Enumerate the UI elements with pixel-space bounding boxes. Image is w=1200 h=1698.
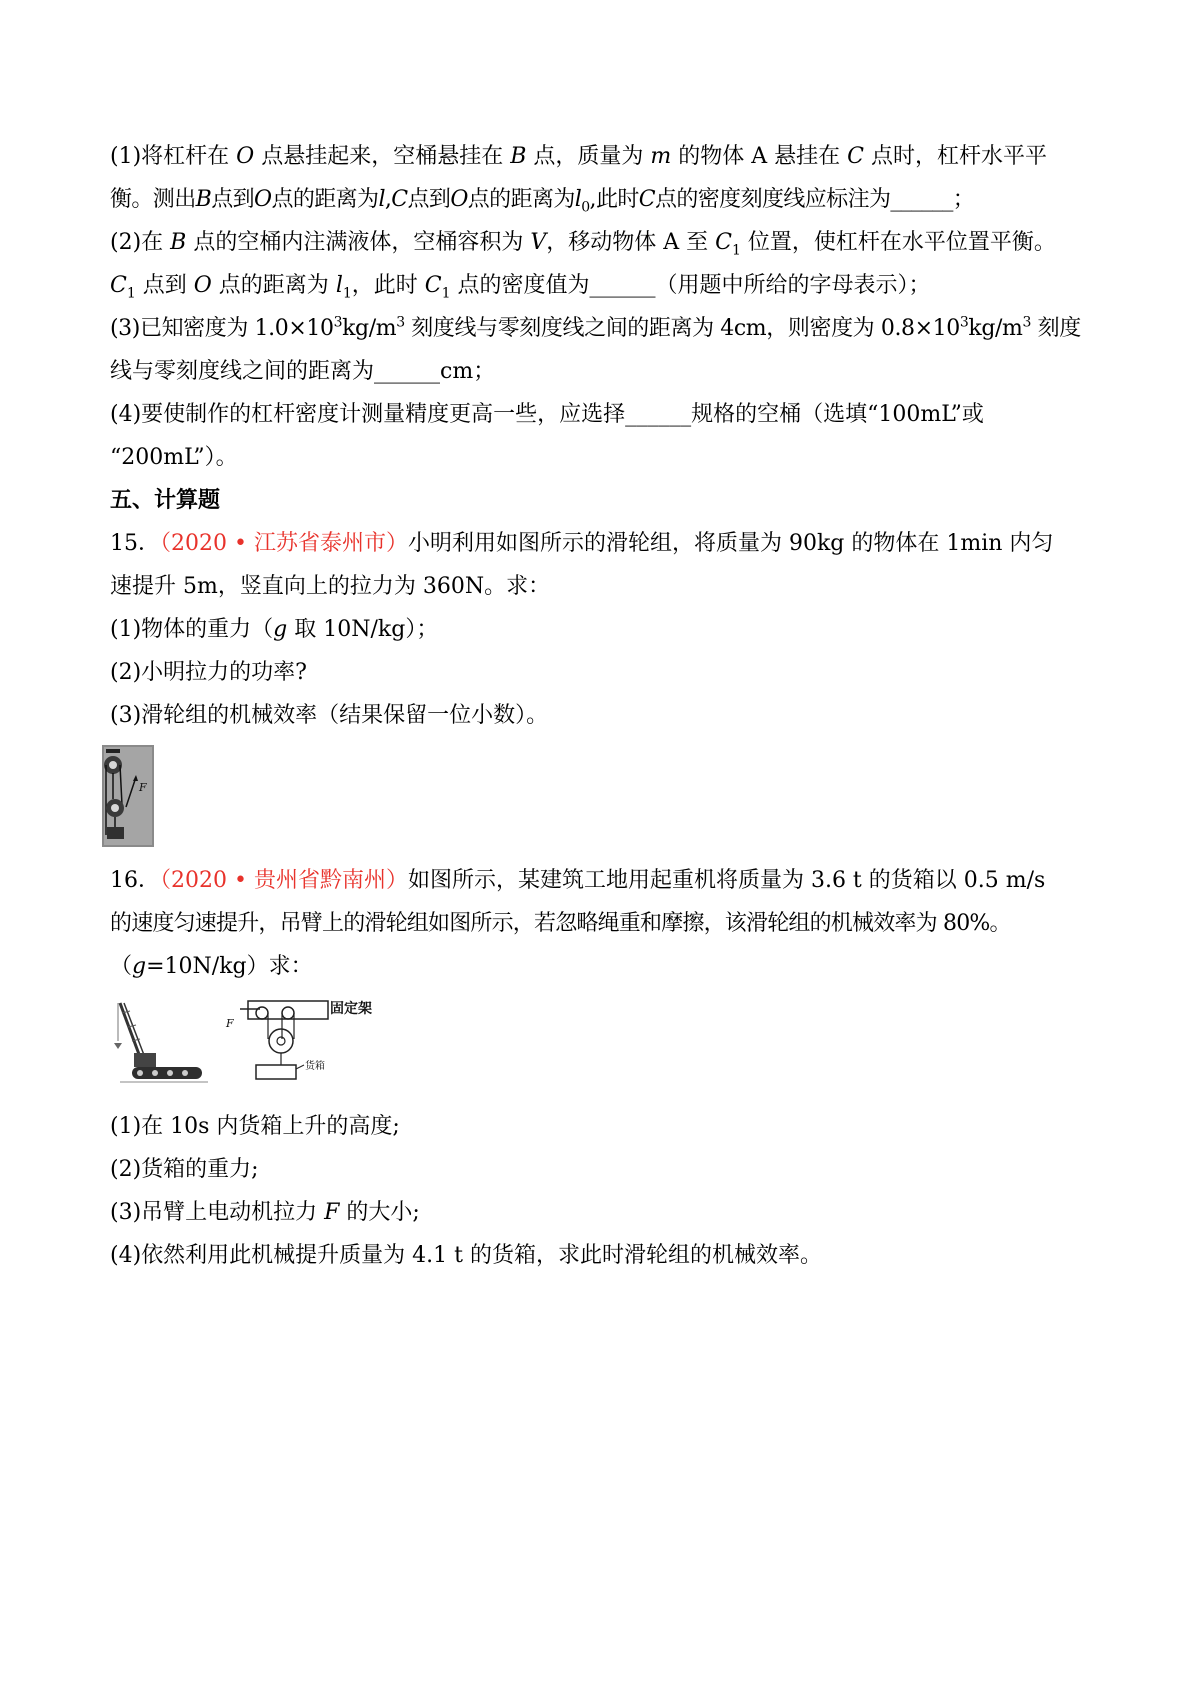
force-label: F [226,1017,234,1030]
pulley-system-figure [102,745,154,847]
q14-part1-line1: (1)将杠杆在 O 点悬挂起来，空桶悬挂在 B 点，质量为 m 的物体 A 悬挂在 C 点时，杠杆水平平 [110,144,1047,169]
frame-label: 固定架 [330,1001,372,1017]
q14-part4-line2: “200mL”）。 [110,445,238,470]
answer-blank: ______ [374,359,441,384]
q16-stem-line2: 的速度匀速提升，吊臂上的滑轮组如图所示，若忽略绳重和摩擦，该滑轮组的机械效率为 80%。 [110,911,1011,936]
answer-blank: ______ [890,187,953,212]
q14-part3-line2: 线与零刻度线之间的距离为______cm； [110,357,495,387]
question-source: （2020 • 江苏省泰州市） [160,531,408,556]
q16-sub4: (4)依然利用此机械提升质量为 4.1 t 的货箱，求此时滑轮组的机械效率。 [110,1243,822,1268]
q15-sub3: (3)滑轮组的机械效率（结果保留一位小数）。 [110,703,549,728]
answer-blank: ______ [589,273,656,298]
q15-sub2: (2)小明拉力的功率? [110,660,307,685]
q14-part3-line1: (3)已知密度为 $1.0\times 10^3kg/m^3$ 刻度线与零刻度线之间的距离为 4cm，则密度为 $0.8\times 10^3kg/m^3$ 刻度 [110,314,1081,341]
question-number: 16． [110,868,160,893]
crane-figure [110,995,210,1085]
question-source: （2020 • 贵州省黔南州） [160,868,408,893]
q15-stem-line2: 速提升 5m，竖直向上的拉力为 360N。求： [110,574,551,599]
q16-sub3: (3)吊臂上电动机拉力 F 的大小; [110,1200,420,1225]
q16-sub1: (1)在 10s 内货箱上升的高度; [110,1114,400,1139]
q16-stem-line1: 16．（2020 • 贵州省黔南州）如图所示，某建筑工地用起重机将质量为 3.6 t 的货箱以 0.5 m/s [110,868,1046,893]
q15-sub1: (1)物体的重力（g 取 10N/kg）； [110,617,439,642]
question-number: 15． [110,531,160,556]
answer-blank: ______ [625,402,692,427]
q14-part1-line2: 衡。测出B点到O点的距离为l,C点到O点的距离为$l_0$,此时C点的密度刻度线应标注为______； [110,187,975,216]
section-title: 五、计算题 [110,488,221,513]
pulley-frame-figure [218,995,388,1085]
q16-stem-line3: （g=10N/kg）求： [110,954,313,979]
force-label: F [139,781,147,794]
q16-sub2: (2)货箱的重力; [110,1157,259,1182]
box-label: 货箱 [305,1061,325,1072]
q14-part2-line1: (2)在 B 点的空桶内注满液体，空桶容积为 V，移动物体 A 至 $C_1$ 位置，使杠杆在水平位置平衡。 [110,230,1056,259]
q14-part4-line1: (4)要使制作的杠杆密度计测量精度更高一些，应选择______规格的空桶（选填“100mL”或 [110,400,984,430]
q15-stem-line1: 15．（2020 • 江苏省泰州市）小明利用如图所示的滑轮组，将质量为 90kg 的物体在 1min 内匀 [110,531,1054,556]
q14-part2-line2: $C_1$ 点到 O 点的距离为 $l_1$，此时 $C_1$ 点的密度值为______（用题中所给的字母表示）； [110,273,931,302]
